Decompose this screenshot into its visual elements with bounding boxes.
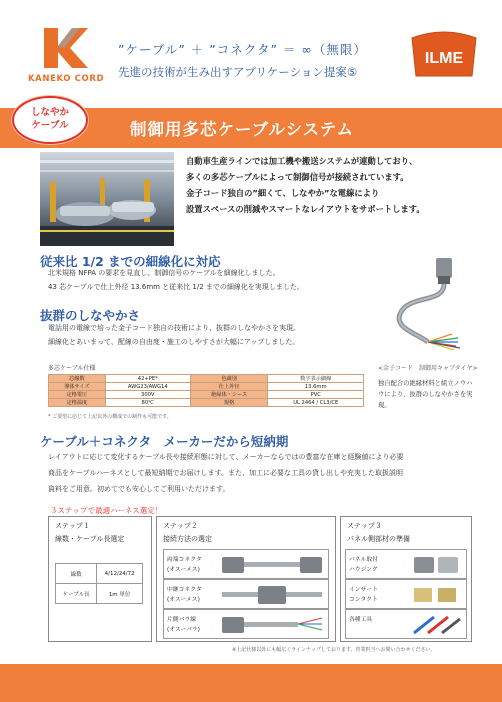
body-line: 43 芯ケーブルで仕上外径 13.6mm と従来比 1/2 までの細線化を実現しました。 [48,283,304,291]
section3-body [48,449,403,497]
step2-option-middle [163,579,329,609]
table-cell: 1m 単位 [97,584,143,604]
connector-loose-icon [218,613,326,637]
connector-middle-icon [218,583,326,607]
option-label: 各種工具 [349,617,373,623]
step3-number: ステップ３ [347,522,382,530]
step2-name: 接続方法の選定 [163,535,212,543]
body-line: 細線化とあいまって、配線の自由度・施工のしやすさが大幅にアップしました。 [48,338,300,346]
table-cell: 数字表示細線 [268,375,364,383]
steps-title: ３ステップで最適ハーネス選定！ [50,506,163,515]
step3-option-tools [345,609,467,639]
page-title: 制御用多芯ケーブルシステム [130,120,354,139]
step3-name: パネル側部材の準備 [347,535,410,543]
ilme-logo-text: ILME [424,50,464,67]
badge-line2: ケーブル [31,120,69,131]
footnote: ※上記仕様以外にも幅広くラインナップしております。営業担当へお問い合わせください。 [232,647,436,653]
table-row [49,399,364,407]
insert-contact-icon [408,583,464,607]
option-label: 中継コネクタ (オスーメス) [167,587,202,603]
step1-number: ステップ１ [55,522,90,530]
logo-text: KANEKO CORD [28,74,105,84]
table-row [49,375,364,383]
table-row [49,391,364,399]
table-cell: 300V [105,391,190,399]
slogan: ”ケーブル” ＋ ”コネクタ” ＝ ∞（無限） [118,42,367,57]
table-cell: 色識別 [190,375,268,383]
table-cell: 定格温度 [49,399,106,407]
step1-table [55,563,143,604]
table-cell: 絶縁体・シース [190,391,268,399]
footer-band [0,664,502,702]
step1-box [48,516,152,642]
spec-table [48,374,364,407]
step2-box [156,516,336,642]
cable-caption: <金子コード 制御用キャブタイヤ> [378,365,478,372]
intro-line: 金子コード独自の”細くて、しなやか”な電線により [186,188,380,198]
option-label: インサート コンタクト [349,587,378,603]
intro-line: 設置スペースの削減やスマートなレイアウトをサポートします。 [186,204,425,214]
tools-icon [408,613,464,637]
table-cell: ケーブル長 [56,584,97,604]
housing-icon [408,553,464,577]
section-heading-flexible: 抜群のしなやかさ [40,308,141,323]
page-header [0,0,502,96]
table-row [49,383,364,391]
intro-line: 自動車生産ラインでは加工機や搬送システムが連動しており、 [186,156,418,166]
step1-name: 線数・ケーブル長選定 [55,535,125,543]
step2-option-both [163,549,329,579]
cable-description: 独自配合の絶縁材料と組立ノウハウにより、抜群のしなやかさを実現。 [378,380,473,409]
body-line: 北米規格 NFPA の要求を見直し、制御信号のケーブルを細線化しました。 [48,269,280,277]
table-cell: 13.6mm [268,383,364,391]
table-cell: AWG23/AWG14 [105,383,190,391]
table-cell: 規格 [190,399,268,407]
factory-photo [40,152,174,246]
body-line: レイアウトに応じて変化するケーブル長や接続形態に対して、メーカーならではの豊富な在庫と経験値により必要 [48,453,404,461]
table-cell: PVC [268,391,364,399]
intro-text [186,153,486,217]
spec-table-label: 多芯ケーブル仕様 [48,365,96,372]
section-heading-thin: 従来比 1/2 までの細線化に対応 [40,254,221,269]
section1-body [48,266,304,294]
table-row [56,564,143,584]
intro-line: 多くの多芯ケーブルによって制御信号が接続されています。 [186,172,409,182]
spec-note: * ご要望に応じて上記以外の構成での制作も可能です。 [48,414,172,420]
table-cell: 42+PE* [105,375,190,383]
connector-pair-icon [218,553,326,577]
option-label: 片側バラ線 (オスーバラ) [167,617,200,633]
table-cell: 線数 [56,564,97,584]
subtitle: 先進の技術が生み出すアプリケーション提案⑤ [118,65,358,79]
table-cell: 仕上外径 [190,383,268,391]
table-cell: 定格電圧 [49,391,106,399]
table-cell: 4/12/24/72 [97,564,143,584]
step3-box [340,516,472,642]
table-row [56,584,143,604]
body-line: 商品をケーブルハーネスとして最短納期でお届けします。また、加工に必要な工具の貸し出しや充実した取扱説明 [48,469,403,477]
section2-body [48,321,300,349]
section-heading-delivery: ケーブル＋コネクタ メーカーだから短納期 [40,434,289,449]
body-line: 電話用の電線で培った金子コード独自の技術により、抜群のしなやかさを実現。 [48,324,300,332]
feature-badge [12,96,88,144]
step2-number: ステップ２ [163,522,198,530]
step3-option-housing [345,549,467,579]
step3-option-insert [345,579,467,609]
ilme-logo [410,30,478,78]
cable-photo [378,254,472,354]
option-label: パネル取付 ハウジング [349,557,378,573]
k-logo-icon [42,26,92,70]
step2-option-loose [163,609,329,639]
badge-line1: しなやか [30,107,69,118]
option-label: 両端コネクタ (オスーメス) [167,557,202,573]
kaneko-logo [28,26,108,90]
body-line: 資料をご用意。初めてでも安心してご利用いただけます。 [48,485,230,493]
table-cell: 芯線数 [49,375,106,383]
table-cell: 導体サイズ [49,383,106,391]
table-cell: 80℃ [105,399,190,407]
table-cell: UL 2464 / CL3/CE [268,399,364,407]
